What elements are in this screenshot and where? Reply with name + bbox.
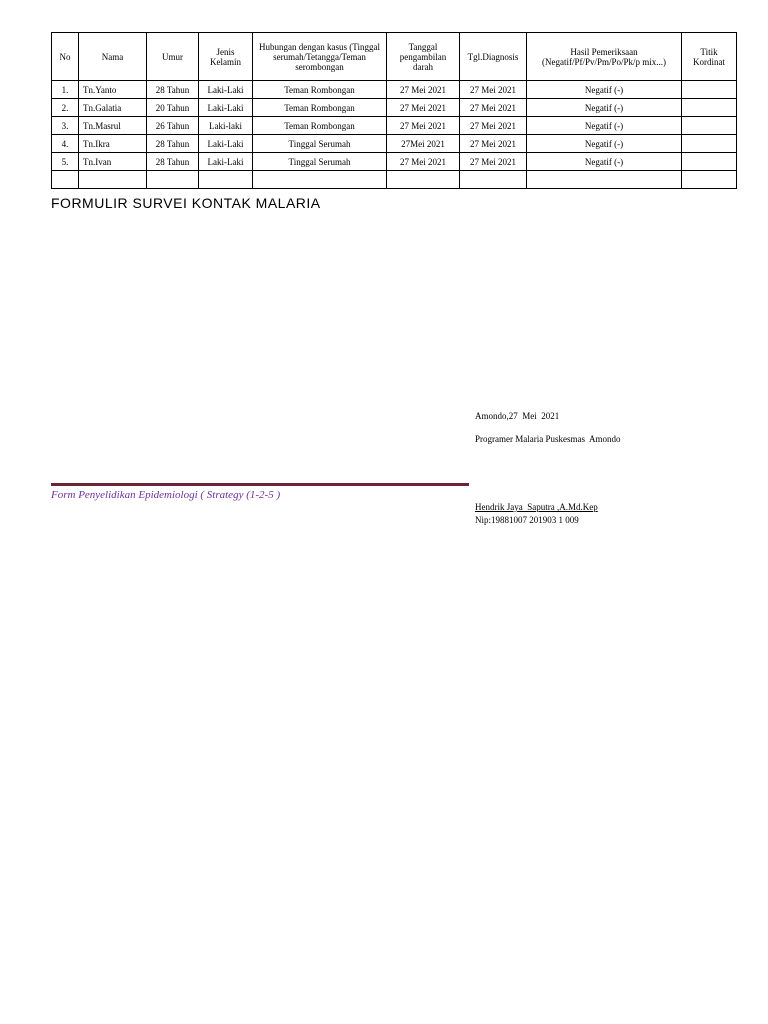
header-tanggal-darah: Tanggal pengambilan darah [387,33,460,81]
cell-tgl-diagnosis: 27 Mei 2021 [460,135,527,153]
header-tgl-diagnosis: Tgl.Diagnosis [460,33,527,81]
cell-tanggal-darah: 27 Mei 2021 [387,153,460,171]
cell-tanggal-darah: 27Mei 2021 [387,135,460,153]
cell-kordinat [682,81,737,99]
cell-no: 1. [52,81,79,99]
cell-tgl-diagnosis: 27 Mei 2021 [460,81,527,99]
cell-nama: Tn.Yanto [79,81,147,99]
cell-nama: Tn.Galatia [79,99,147,117]
signature-name: Hendrik Jaya Saputra ,A.Md.Kep [475,502,598,512]
cell-umur: 26 Tahun [147,117,199,135]
header-titik-kordinat: Titik Kordinat [682,33,737,81]
cell-hasil: Negatif (-) [527,153,682,171]
header-no: No [52,33,79,81]
footer-form-label: Form Penyelidikan Epidemiologi ( Strategy (1-2-5 ) [51,489,281,501]
header-hubungan: Hubungan dengan kasus (Tinggal serumah/Tetangga/Teman serombongan [253,33,387,81]
header-jenis-kelamin: Jenis Kelamin [199,33,253,81]
header-nama: Nama [79,33,147,81]
header-hasil-pemeriksaan: Hasil Pemeriksaan (Negatif/Pf/Pv/Pm/Po/Pk/p mix...) [527,33,682,81]
cell-tgl-diagnosis: 27 Mei 2021 [460,153,527,171]
table-row-empty [52,171,737,189]
signature-position: Programer Malaria Puskesmas Amondo [475,434,621,444]
signature-nip: Nip:19881007 201903 1 009 [475,515,579,525]
cell-kordinat [682,153,737,171]
cell-jenis-kelamin: Laki-Laki [199,135,253,153]
cell-tanggal-darah: 27 Mei 2021 [387,117,460,135]
table-row [52,81,737,99]
table-row [52,153,737,171]
form-title: FORMULIR SURVEI KONTAK MALARIA [51,195,321,211]
table-row [52,117,737,135]
cell-umur: 28 Tahun [147,135,199,153]
cell-kordinat [682,135,737,153]
cell-hasil: Negatif (-) [527,81,682,99]
cell-jenis-kelamin: Laki-Laki [199,153,253,171]
cell-hasil: Negatif (-) [527,117,682,135]
cell-kordinat [682,117,737,135]
cell-no: 3. [52,117,79,135]
cell-jenis-kelamin: Laki-laki [199,117,253,135]
cell-nama: Tn.Ivan [79,153,147,171]
cell-tanggal-darah: 27 Mei 2021 [387,81,460,99]
header-umur: Umur [147,33,199,81]
cell-no: 5. [52,153,79,171]
cell-umur: 20 Tahun [147,99,199,117]
cell-umur: 28 Tahun [147,81,199,99]
cell-no: 2. [52,99,79,117]
contact-survey-table [51,32,737,189]
table-row [52,99,737,117]
footer-divider [51,483,469,486]
table-header-row [52,33,737,81]
cell-nama: Tn.Ikra [79,135,147,153]
cell-hubungan: Teman Rombongan [253,99,387,117]
cell-nama: Tn.Masrul [79,117,147,135]
cell-kordinat [682,99,737,117]
cell-hubungan: Teman Rombongan [253,81,387,99]
table-row [52,135,737,153]
cell-hasil: Negatif (-) [527,135,682,153]
cell-umur: 28 Tahun [147,153,199,171]
cell-tgl-diagnosis: 27 Mei 2021 [460,117,527,135]
cell-jenis-kelamin: Laki-Laki [199,99,253,117]
cell-hubungan: Tinggal Serumah [253,153,387,171]
cell-tgl-diagnosis: 27 Mei 2021 [460,99,527,117]
cell-hasil: Negatif (-) [527,99,682,117]
cell-tanggal-darah: 27 Mei 2021 [387,99,460,117]
cell-hubungan: Teman Rombongan [253,117,387,135]
cell-hubungan: Tinggal Serumah [253,135,387,153]
cell-no: 4. [52,135,79,153]
signature-place-date: Amondo,27 Mei 2021 [475,411,560,421]
cell-jenis-kelamin: Laki-Laki [199,81,253,99]
